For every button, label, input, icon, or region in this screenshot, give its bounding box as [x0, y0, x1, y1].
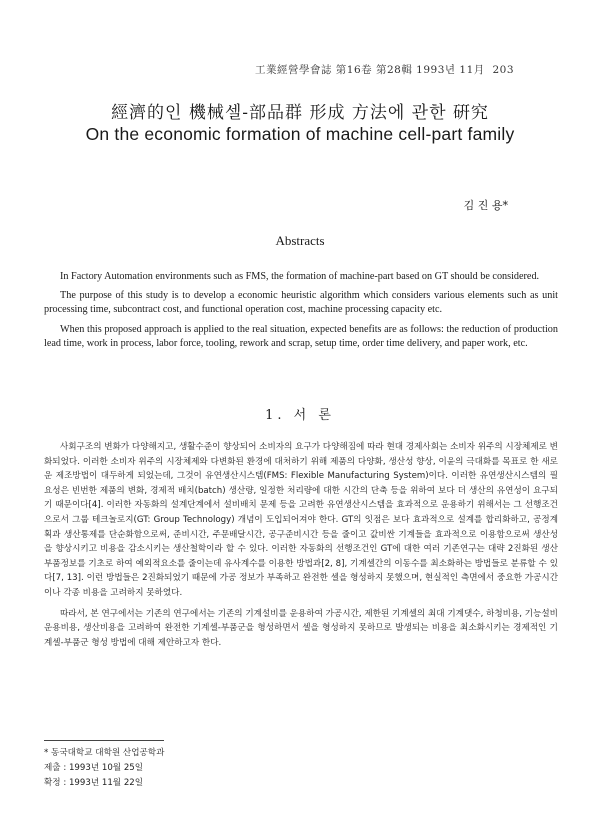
author-name: 김 진 용*	[463, 199, 508, 212]
abstract-body	[44, 270, 558, 356]
footnote-divider	[44, 740, 164, 741]
journal-citation: 工業經營學會誌 第16卷 第28輯 1993년 11月	[254, 64, 485, 76]
abstract-heading: Abstracts	[275, 233, 325, 248]
introduction-body	[44, 440, 558, 656]
footnote	[44, 746, 164, 791]
body-paragraph: 따라서, 본 연구에서는 기존의 연구에서는 기존의 기계설비를 운용하여 가공시간, 제한된 기계셀의 최대 기계댓수, 하청비용, 기능설비 운용비용, 생산비용을 고려하여 완전한 기계셀-부품군을 형성하면서 셀을 형성하지 못하므로 발생되는 비용을 최소화시키는 경제적인 기계셀-부품군 형성 방법에 대해 제안하고자 한다.	[44, 608, 558, 648]
running-header	[255, 62, 514, 77]
abstract-paragraph: In Factory Automation environments such as FMS, the formation of machine-part based on GT should be considered.	[60, 271, 540, 282]
body-paragraph: 사회구조의 변화가 다양해지고, 생활수준이 향상되어 소비자의 요구가 다양해짐에 따라 현대 경제사회는 소비자 위주의 시장체제로 변화되었다. 이러한 소비자 위주의 시장체제와 다변화된 환경에 대처하기 위해 제품의 다양화, 생산성 향상, 이윤의 극대화를 목표로 한 새로운 제조방법이 대두하게 되었는데, 그것이 유연생산시스템(FMS: Flexible Manufacturing System)이다. 이러한 유연생산시스템의 필요성은 빈번한 제품의 변화, 경제적 배치(batch) 생산량, 일정한 처리량에 대한 시간의 단축 등을 위하여 보다 더 생산의 유연성이 요구되기 때문이다[4]. 이러한 자동화의 설계단계에서 설비배치 문제 등을 고려한 유연생산시스템을 효과적으로 운용하기 위해서는 그 선행조건으로서 그룹 테크놀로지(GT: Group Technology) 개념이 도입되어져야 한다. GT의 잇점은 보다 효과적으로 설계를 합리화하고, 공정계획과 생산통제를 단순화함으로써, 준비시간, 주문배달시간, 공구준비시간 등을 줄이고 값비싼 기계들을 효과적으로 이용함으로써 생산성을 향상시키고 비용을 감소시키는 생산철학이라 할 수 있다. 이러한 자동화의 선행조건인 GT에 대한 여러 기존연구는 대략 2진화된 생산 부품정보를 기초로 하여 예외적요소를 줄이는데 유사계수를 이용한 방법과[2, 8], 기계셀간의 이동수를 최소화하는 방법들로 분류할 수 있다[7, 13]. 이런 방법들은 2진화되었기 때문에 가공 정보가 부족하고 완전한 셀을 형성하지 못했으며, 현실적인 측면에서 중요한 가공시간이나 각종 비용을 고려하지 못하였다.	[44, 442, 558, 598]
footnote-affiliation: * 동국대학교 대학원 산업공학과	[44, 748, 165, 758]
abstract-paragraph: When this proposed approach is applied to the real situation, expected benefits are as follows: the reduction of production lead time, work in process, labor force, tooling, rework and scrap, setup time, order time delivery, and paper work, etc.	[44, 323, 558, 349]
footnote-accepted-date: 확정 : 1993년 11월 22일	[44, 778, 144, 788]
section-heading-introduction: 1. 서 론	[265, 408, 335, 423]
title-korean: 經濟的인 機械셀-部品群 形成 方法에 관한 硏究	[111, 103, 489, 123]
abstract-paragraph: The purpose of this study is to develop a economic heuristic algorithm which considers various elements such as unit processing time, subcontract cost, and functional operation cost, machine processing capacity etc.	[44, 290, 558, 316]
title-english: On the economic formation of machine cell-part family	[85, 124, 515, 144]
footnote-received-date: 제출 : 1993년 10월 25일	[44, 763, 144, 773]
page-number: 203	[492, 64, 514, 76]
